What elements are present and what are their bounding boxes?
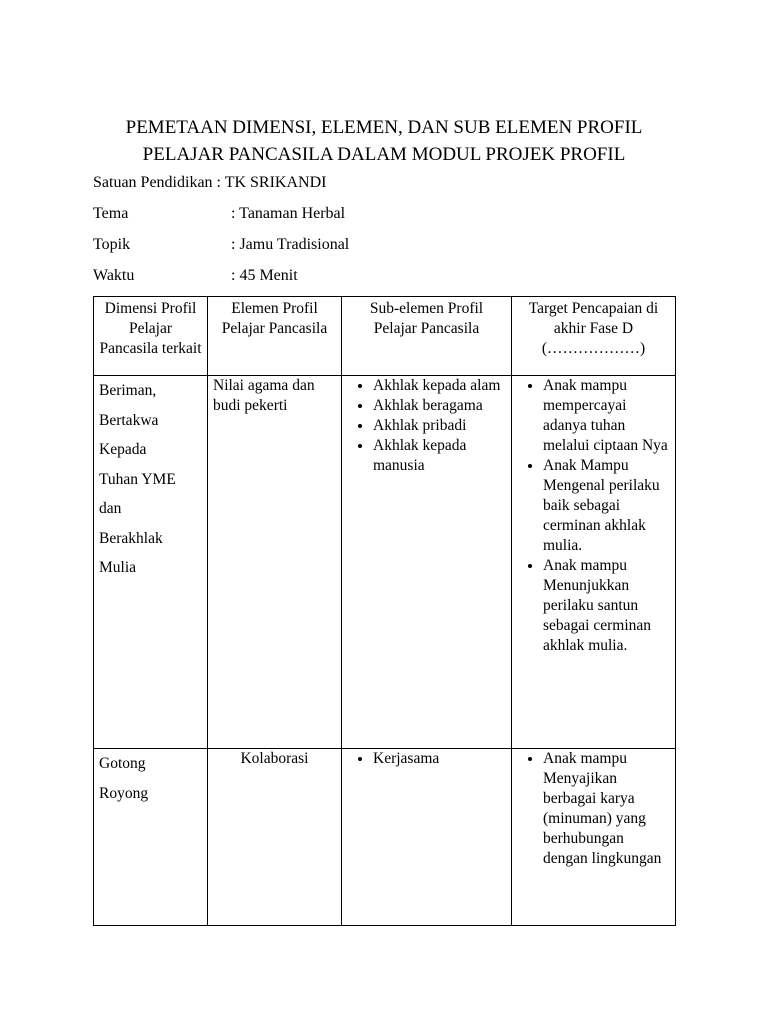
meta-waktu-label: Waktu [93,267,135,284]
dimensi-line: Gotong [99,755,146,772]
meta-tema-value: : Tanaman Herbal [231,205,346,222]
list-item: • Akhlak kepada alam [373,376,506,396]
cell-elemen: Kolaborasi [208,749,342,926]
sub-elemen-list [347,376,506,476]
title-line-2: PELAJAR PANCASILA DALAM MODUL PROJEK PROFIL [142,144,626,165]
header-sub-elemen: Sub-elemen Profil Pelajar Pancasila [342,297,512,376]
target-list [517,376,670,656]
mapping-table [93,296,676,926]
cell-dimensi [94,376,208,749]
header-dimensi: Dimensi Profil Pelajar Pancasila terkait [94,297,208,376]
meta-satuan-value: : TK SRIKANDI [216,174,327,191]
cell-dimensi [94,749,208,926]
list-item: • Kerjasama [373,749,506,769]
meta-satuan [93,174,326,192]
dimensi-line: dan [99,500,122,517]
cell-target [512,376,676,749]
dimensi-line: Tuhan YME [99,470,176,488]
cell-target [512,749,676,926]
sub-elemen-list [347,749,506,769]
target-list [517,749,670,869]
meta-satuan-label: Satuan Pendidikan [93,174,213,191]
meta-waktu-value: : 45 Menit [231,267,298,284]
dimensi-line: Berakhlak [99,529,163,547]
meta-tema-label: Tema [93,205,129,222]
meta-topik [93,236,349,254]
table-row [94,376,676,749]
dimensi-line: Bertakwa [99,411,159,429]
list-item: • Anak mampu Menyajikan berbagai karya (minuman) yang berhubungan dengan lingkungan [543,749,670,869]
list-item: • Akhlak kepada manusia [373,436,506,476]
dimensi-line: Mulia [99,559,137,576]
header-target: Target Pencapaian di akhir Fase D (………………) [512,297,676,376]
meta-tema [93,205,345,223]
dimensi-line: Beriman, [99,382,157,399]
dimensi-line: Royong [99,784,149,802]
list-item: • Akhlak pribadi [373,416,506,436]
list-item: • Anak mampu Menunjukkan perilaku santun sebagai cerminan akhlak mulia. [543,556,670,656]
list-item: • Akhlak beragama [373,396,506,416]
table-header-row [94,297,676,376]
meta-waktu [93,267,298,285]
meta-topik-label: Topik [93,236,131,253]
meta-topik-value: : Jamu Tradisional [231,236,350,253]
cell-sub-elemen [342,749,512,926]
list-item: • Anak mampu mempercayai adanya tuhan melalui ciptaan Nya [543,376,670,456]
list-item: • Anak Mampu Mengenal perilaku baik sebagai cerminan akhlak mulia. [543,456,670,556]
document-title [60,114,708,168]
header-elemen: Elemen Profil Pelajar Pancasila [208,297,342,376]
cell-sub-elemen [342,376,512,749]
table-row [94,749,676,926]
cell-elemen: Nilai agama dan budi pekerti [208,376,342,749]
title-line-1: PEMETAAN DIMENSI, ELEMEN, DAN SUB ELEMEN PROFIL [125,117,643,138]
dimensi-line: Kepada [99,441,147,458]
